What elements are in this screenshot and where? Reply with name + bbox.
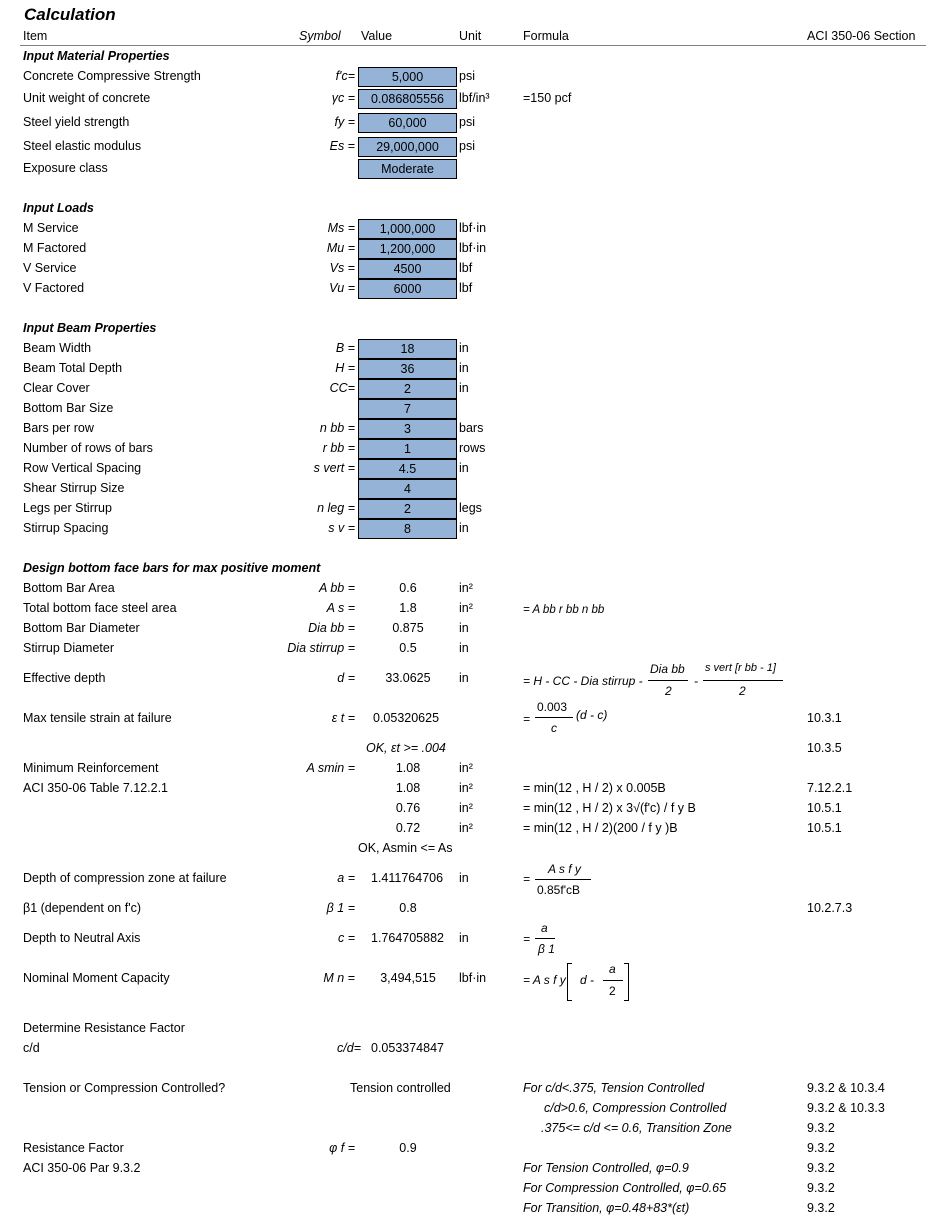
beam-width-label: Beam Width [23,341,92,355]
eff-depth-unit: in [459,671,469,685]
min-row-3-value: 0.72 [395,821,421,835]
header-item: Item [23,29,48,43]
unit-weight-input[interactable]: 0.086805556 [358,89,457,109]
min-row-1-formula: = min(12 , H / 2) x 0.005B [523,781,666,795]
min-row-2-value: 0.76 [395,801,421,815]
eff-depth-formula-num1: Dia bb [650,662,685,676]
beta1-symbol: β 1 = [326,901,355,915]
rule-1-text: For c/d<.375, Tension Controlled [523,1081,705,1095]
bottom-bar-size-label: Bottom Bar Size [23,401,114,415]
fy-label: Steel yield strength [23,115,130,129]
beta1-value: 0.8 [399,901,417,915]
rows-of-bars-unit: rows [459,441,486,455]
moment-unit: lbf·in [459,971,487,985]
row-spacing-symbol: s vert = [313,461,355,475]
stirrup-spacing-unit: in [459,521,469,535]
total-area-formula: = A bb r bb n bb [523,604,605,616]
row-spacing-input[interactable]: 4.5 [358,459,457,479]
strain-formula-tail: (d - c) [576,708,608,722]
v-factored-symbol: Vu = [329,281,355,295]
section-resistance: Determine Resistance Factor [23,1021,185,1035]
rule-1-aci: 9.3.2 & 10.3.4 [807,1081,885,1095]
stirrup-spacing-label: Stirrup Spacing [23,521,109,535]
m-service-input[interactable]: 1,000,000 [358,219,457,239]
total-area-symbol: A s = [326,601,355,615]
header-symbol: Symbol [299,29,341,43]
total-area-unit: in² [459,601,473,615]
bottom-bar-size-input[interactable]: 7 [358,399,457,419]
strain-formula-eq: = [523,712,531,726]
sheet-title: Calculation [24,5,116,24]
beam-depth-symbol: H = [335,361,355,375]
fy-input[interactable]: 60,000 [358,113,457,133]
min-row-2-formula: = min(12 , H / 2) x 3√(f'c) / f y B [523,801,696,815]
cd-symbol: c/d= [337,1041,361,1055]
bar-dia-symbol: Dia bb = [308,621,355,635]
comp-zone-symbol: a = [337,871,355,885]
min-row-2-unit: in² [459,801,473,815]
unit-weight-unit: lbf/in³ [459,91,490,105]
v-service-label: V Service [23,261,77,275]
cd-label: c/d [23,1041,40,1055]
stirrup-spacing-symbol: s v = [328,521,355,535]
row-spacing-unit: in [459,461,469,475]
phi-rule-2-aci: 9.3.2 [807,1181,835,1195]
exposure-label: Exposure class [23,161,108,175]
eff-depth-label: Effective depth [23,671,106,685]
section-loads: Input Loads [23,201,94,215]
moment-symbol: M n = [323,971,355,985]
comp-zone-value: 1.411764706 [371,871,444,885]
legs-per-stirrup-unit: legs [459,501,482,515]
header-value: Value [361,29,393,43]
neutral-axis-unit: in [459,931,469,945]
min-row-3-unit: in² [459,821,473,835]
m-factored-label: M Factored [23,241,87,255]
clear-cover-unit: in [459,381,469,395]
neutral-axis-value: 1.764705882 [371,931,444,945]
beam-width-unit: in [459,341,469,355]
min-ok-note: OK, Asmin <= As [358,841,453,855]
es-label: Steel elastic modulus [23,139,142,153]
strain-symbol: ε t = [331,711,355,725]
m-service-unit: lbf·in [459,221,487,235]
neutral-axis-formula-eq: = [523,932,531,946]
eff-depth-formula-den1: 2 [665,684,672,698]
header-divider [20,45,926,46]
min-row-1-aci: 7.12.2.1 [807,781,853,795]
beta1-aci: 10.2.7.3 [807,901,853,915]
neutral-axis-formula-num: a [541,921,548,935]
min-row-1-unit: in² [459,781,473,795]
factor-symbol: φ f = [329,1141,355,1155]
rows-of-bars-input[interactable]: 1 [358,439,457,459]
row-spacing-label: Row Vertical Spacing [23,461,142,475]
comp-zone-formula-num: A s f y [548,862,581,876]
min-reinf-value: 1.08 [395,761,421,775]
v-factored-input[interactable]: 6000 [358,279,457,299]
comp-zone-label: Depth of compression zone at failure [23,871,227,885]
eff-depth-symbol: d = [337,671,355,685]
total-area-value: 1.8 [399,601,417,615]
beam-width-input[interactable]: 18 [358,339,457,359]
v-factored-unit: lbf [459,281,473,295]
moment-bracket-right [624,963,629,1001]
header-aci-section: ACI 350-06 Section [807,29,916,43]
stirrup-size-label: Shear Stirrup Size [23,481,125,495]
bar-area-symbol: A bb = [318,581,355,595]
beam-depth-label: Beam Total Depth [23,361,123,375]
fc-symbol: f'c= [335,69,355,83]
fy-symbol: fy = [334,115,355,129]
phi-rule-3-aci: 9.3.2 [807,1201,835,1215]
bars-per-row-input[interactable]: 3 [358,419,457,439]
neutral-axis-label: Depth to Neutral Axis [23,931,141,945]
bar-dia-label: Bottom Bar Diameter [23,621,140,635]
moment-formula-num: a [609,962,616,976]
strain-formula-num: 0.003 [537,700,568,714]
moment-formula-den: 2 [609,984,616,998]
bars-per-row-unit: bars [459,421,484,435]
es-symbol: Es = [329,139,355,153]
stirrup-dia-unit: in [459,641,469,655]
legs-per-stirrup-symbol: n leg = [317,501,355,515]
section-design: Design bottom face bars for max positive moment [23,561,321,575]
strain-label: Max tensile strain at failure [23,711,172,725]
min-row-1-value: 1.08 [395,781,421,795]
v-service-unit: lbf [459,261,473,275]
cd-value: 0.053374847 [371,1041,444,1055]
strain-ok-note: OK, εt >= .004 [366,741,446,755]
par-label: ACI 350-06 Par 9.3.2 [23,1161,141,1175]
phi-rule-2-text: For Compression Controlled, φ=0.65 [523,1181,727,1195]
min-row-3-aci: 10.5.1 [807,821,842,835]
eff-depth-fraction-bar2 [703,680,783,681]
eff-depth-fraction-bar1 [648,680,688,681]
eff-depth-formula-num2: s vert [r bb - 1] [705,662,776,674]
moment-fraction-bar [603,980,623,981]
stirrup-dia-value: 0.5 [399,641,417,655]
rows-of-bars-symbol: r bb = [322,441,355,455]
fy-unit: psi [459,115,475,129]
beam-depth-input[interactable]: 36 [358,359,457,379]
phi-rule-1-aci: 9.3.2 [807,1161,835,1175]
strain-ok-aci: 10.3.5 [807,741,842,755]
rule-2-aci: 9.3.2 & 10.3.3 [807,1101,885,1115]
strain-fraction-bar [535,717,573,718]
header-formula: Formula [523,29,569,43]
factor-label: Resistance Factor [23,1141,124,1155]
stirrup-spacing-input[interactable]: 8 [358,519,457,539]
m-factored-input[interactable]: 1,200,000 [358,239,457,259]
v-factored-label: V Factored [23,281,85,295]
total-area-label: Total bottom face steel area [23,601,177,615]
fc-input[interactable]: 5,000 [358,67,457,87]
section-material: Input Material Properties [23,49,170,63]
bar-area-value: 0.6 [399,581,417,595]
rule-2-text: c/d>0.6, Compression Controlled [544,1101,727,1115]
clear-cover-label: Clear Cover [23,381,90,395]
min-row-3-formula: = min(12 , H / 2)(200 / f y )B [523,821,678,835]
min-row-1-label: ACI 350-06 Table 7.12.2.1 [23,781,169,795]
controlled-label: Tension or Compression Controlled? [23,1081,226,1095]
neutral-axis-fraction-bar [535,938,555,939]
fc-label: Concrete Compressive Strength [23,69,201,83]
moment-formula-d: d - [580,973,595,987]
rule-3-aci: 9.3.2 [807,1121,835,1135]
beam-width-symbol: B = [335,341,355,355]
rows-of-bars-label: Number of rows of bars [23,441,153,455]
unit-weight-formula: =150 pcf [523,91,572,105]
moment-bracket-left [567,963,572,1001]
comp-zone-formula-den: 0.85f'cB [537,883,580,897]
legs-per-stirrup-label: Legs per Stirrup [23,501,112,515]
clear-cover-symbol: CC= [329,381,355,395]
comp-zone-unit: in [459,871,469,885]
stirrup-size-input[interactable]: 4 [358,479,457,499]
exposure-input[interactable]: Moderate [358,159,457,179]
bars-per-row-symbol: n bb = [319,421,355,435]
phi-rule-1-text: For Tension Controlled, φ=0.9 [523,1161,689,1175]
eff-depth-value: 33.0625 [385,671,431,685]
stirrup-dia-symbol: Dia stirrup = [287,641,355,655]
header-unit: Unit [459,29,482,43]
min-reinf-label: Minimum Reinforcement [23,761,159,775]
v-service-symbol: Vs = [329,261,355,275]
strain-aci: 10.3.1 [807,711,842,725]
legs-per-stirrup-input[interactable]: 2 [358,499,457,519]
bar-area-label: Bottom Bar Area [23,581,115,595]
stirrup-dia-label: Stirrup Diameter [23,641,114,655]
min-reinf-symbol: A smin = [306,761,355,775]
min-row-2-aci: 10.5.1 [807,801,842,815]
clear-cover-input[interactable]: 2 [358,379,457,399]
eff-depth-formula-minus: - [694,674,698,688]
beam-depth-unit: in [459,361,469,375]
bar-dia-unit: in [459,621,469,635]
controlled-value: Tension controlled [350,1081,451,1095]
m-service-label: M Service [23,221,79,235]
bar-area-unit: in² [459,581,473,595]
es-unit: psi [459,139,475,153]
factor-aci: 9.3.2 [807,1141,835,1155]
unit-weight-symbol: γc = [331,91,355,105]
moment-label: Nominal Moment Capacity [23,971,170,985]
rule-3-text: .375<= c/d <= 0.6, Transition Zone [541,1121,732,1135]
unit-weight-label: Unit weight of concrete [23,91,151,105]
beta1-label: β1 (dependent on f'c) [23,901,141,915]
m-factored-unit: lbf·in [459,241,487,255]
m-service-symbol: Ms = [327,221,355,235]
v-service-input[interactable]: 4500 [358,259,457,279]
factor-value: 0.9 [399,1141,417,1155]
neutral-axis-symbol: c = [337,931,355,945]
moment-value: 3,494,515 [380,971,436,985]
min-reinf-unit: in² [459,761,473,775]
strain-value: 0.05320625 [373,711,440,725]
fc-unit: psi [459,69,475,83]
comp-zone-formula-eq: = [523,872,531,886]
phi-rule-3-text: For Transition, φ=0.48+83*(εt) [523,1201,690,1215]
neutral-axis-formula-den: β 1 [538,942,555,956]
comp-zone-fraction-bar [535,879,591,880]
bar-dia-value: 0.875 [392,621,424,635]
m-factored-symbol: Mu = [326,241,355,255]
strain-formula-den: c [551,721,557,735]
eff-depth-formula-lead: = H - CC - Dia stirrup - [523,674,643,688]
moment-formula-lead: = A s f y [523,973,566,987]
section-beam: Input Beam Properties [23,321,157,335]
eff-depth-formula-den2: 2 [739,684,746,698]
bars-per-row-label: Bars per row [23,421,94,435]
es-input[interactable]: 29,000,000 [358,137,457,157]
